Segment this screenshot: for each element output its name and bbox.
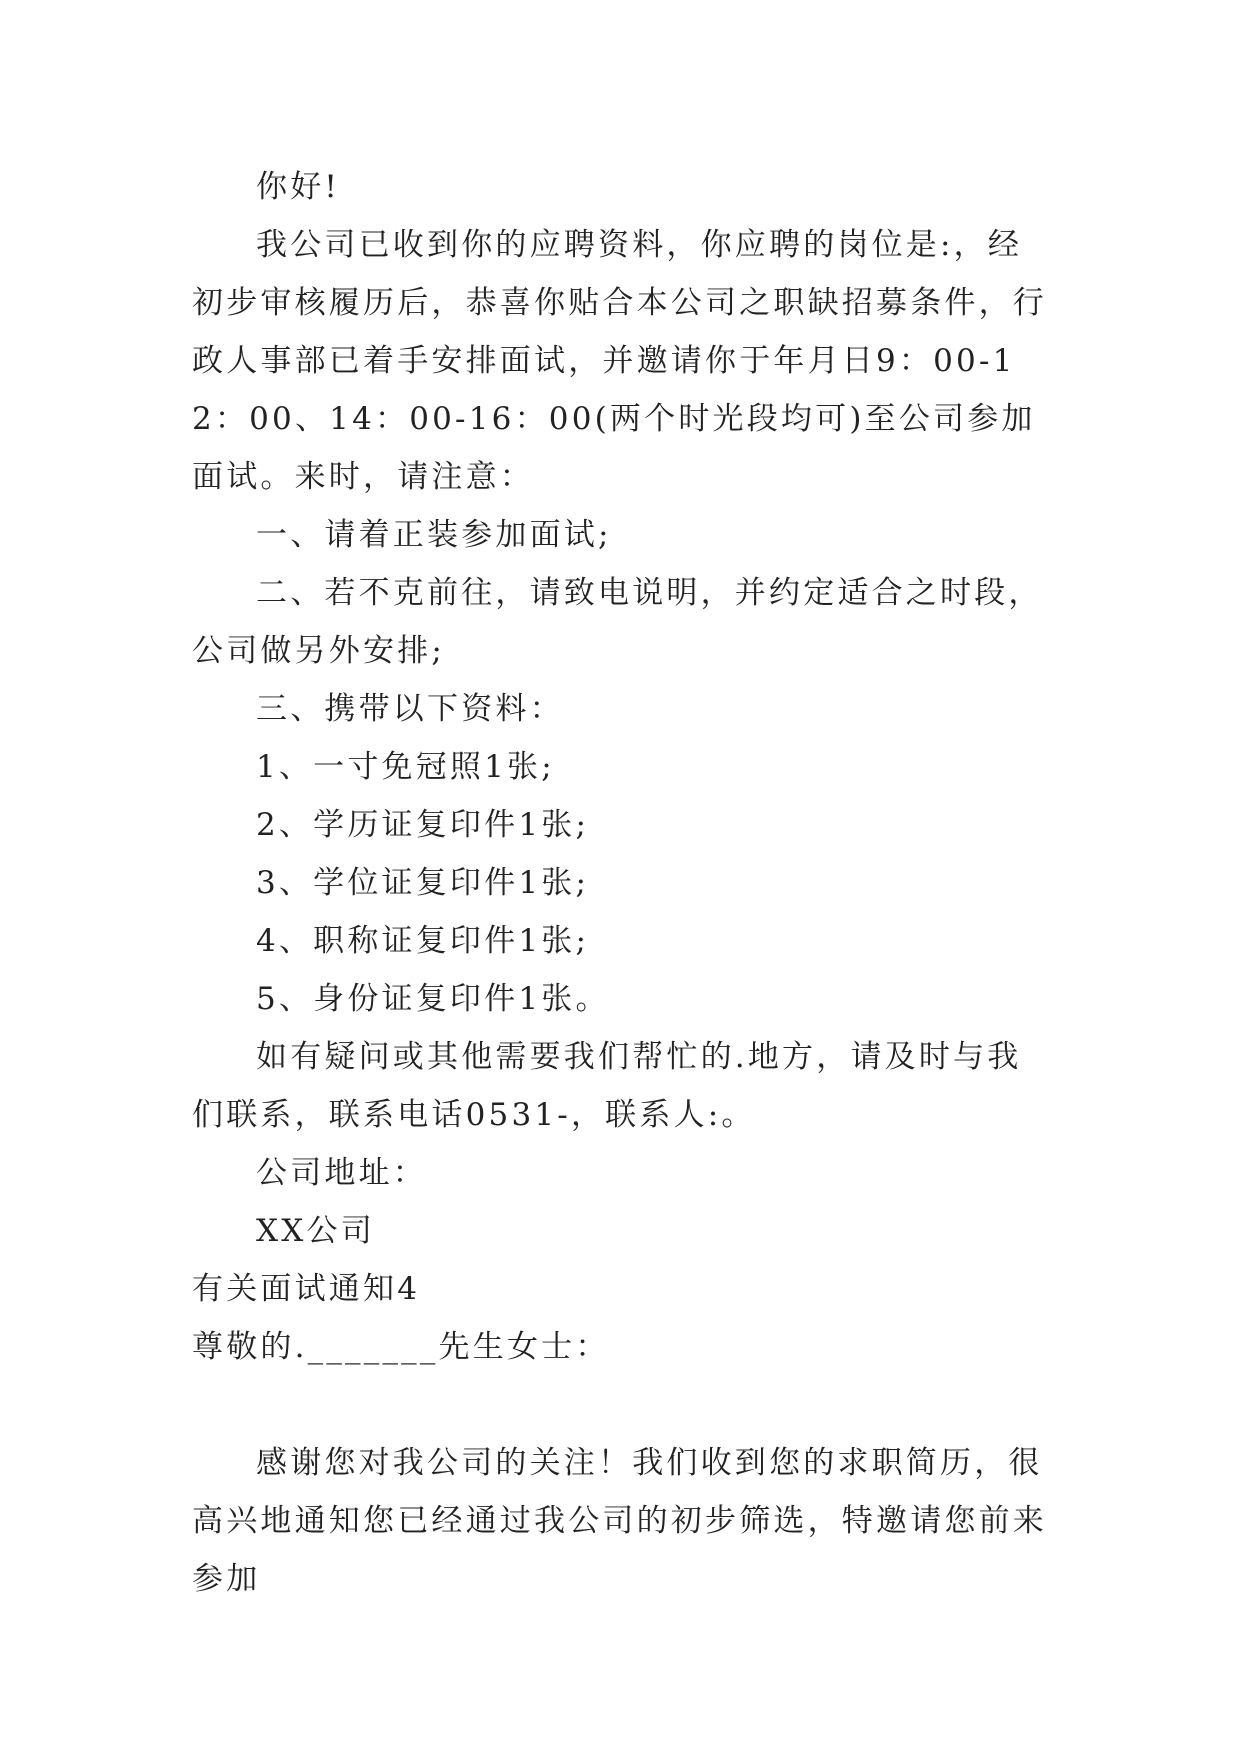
materials-item-2: 2、学历证复印件1张; bbox=[256, 807, 590, 843]
section-heading: 有关面试通知4 bbox=[192, 1271, 421, 1307]
notice-item-1: 一、请着正装参加面试; bbox=[256, 517, 612, 553]
greeting: 你好! bbox=[256, 169, 341, 205]
materials-item-5: 5、身份证复印件1张。 bbox=[256, 981, 610, 1017]
blank-line bbox=[192, 1376, 1052, 1434]
company-name: XX公司 bbox=[256, 1213, 375, 1249]
company-address-label: 公司地址： bbox=[256, 1155, 427, 1191]
materials-item-1: 1、一寸免冠照1张; bbox=[256, 749, 555, 785]
materials-item-4: 4、职称证复印件1张; bbox=[256, 923, 590, 959]
contact-paragraph: 如有疑问或其他需要我们帮忙的.地方，请及时与我们联系，联系电话0531-，联系人:。 bbox=[192, 1039, 1022, 1133]
notice-item-3: 三、携带以下资料： bbox=[256, 691, 564, 727]
notice-item-2: 二、若不克前往，请致电说明，并约定适合之时段，公司做另外安排; bbox=[192, 575, 1043, 669]
intro-paragraph: 我公司已收到你的应聘资料，你应聘的岗位是:，经初步审核履历后，恭喜你贴合本公司之职缺招募条件，行政人事部已着手安排面试，并邀请你于年月日9：00-12：00、14：00-16：00(两个时光段均可)至公司参加面试。来时，请注意： bbox=[192, 227, 1047, 495]
materials-item-3: 3、学位证复印件1张; bbox=[256, 865, 590, 901]
closing-paragraph: 感谢您对我公司的关注！我们收到您的求职简历，很高兴地通知您已经通过我公司的初步筛选，特邀请您前来参加 bbox=[192, 1445, 1047, 1597]
document-body bbox=[192, 158, 1052, 1608]
salutation: 尊敬的._______先生女士： bbox=[192, 1329, 610, 1365]
